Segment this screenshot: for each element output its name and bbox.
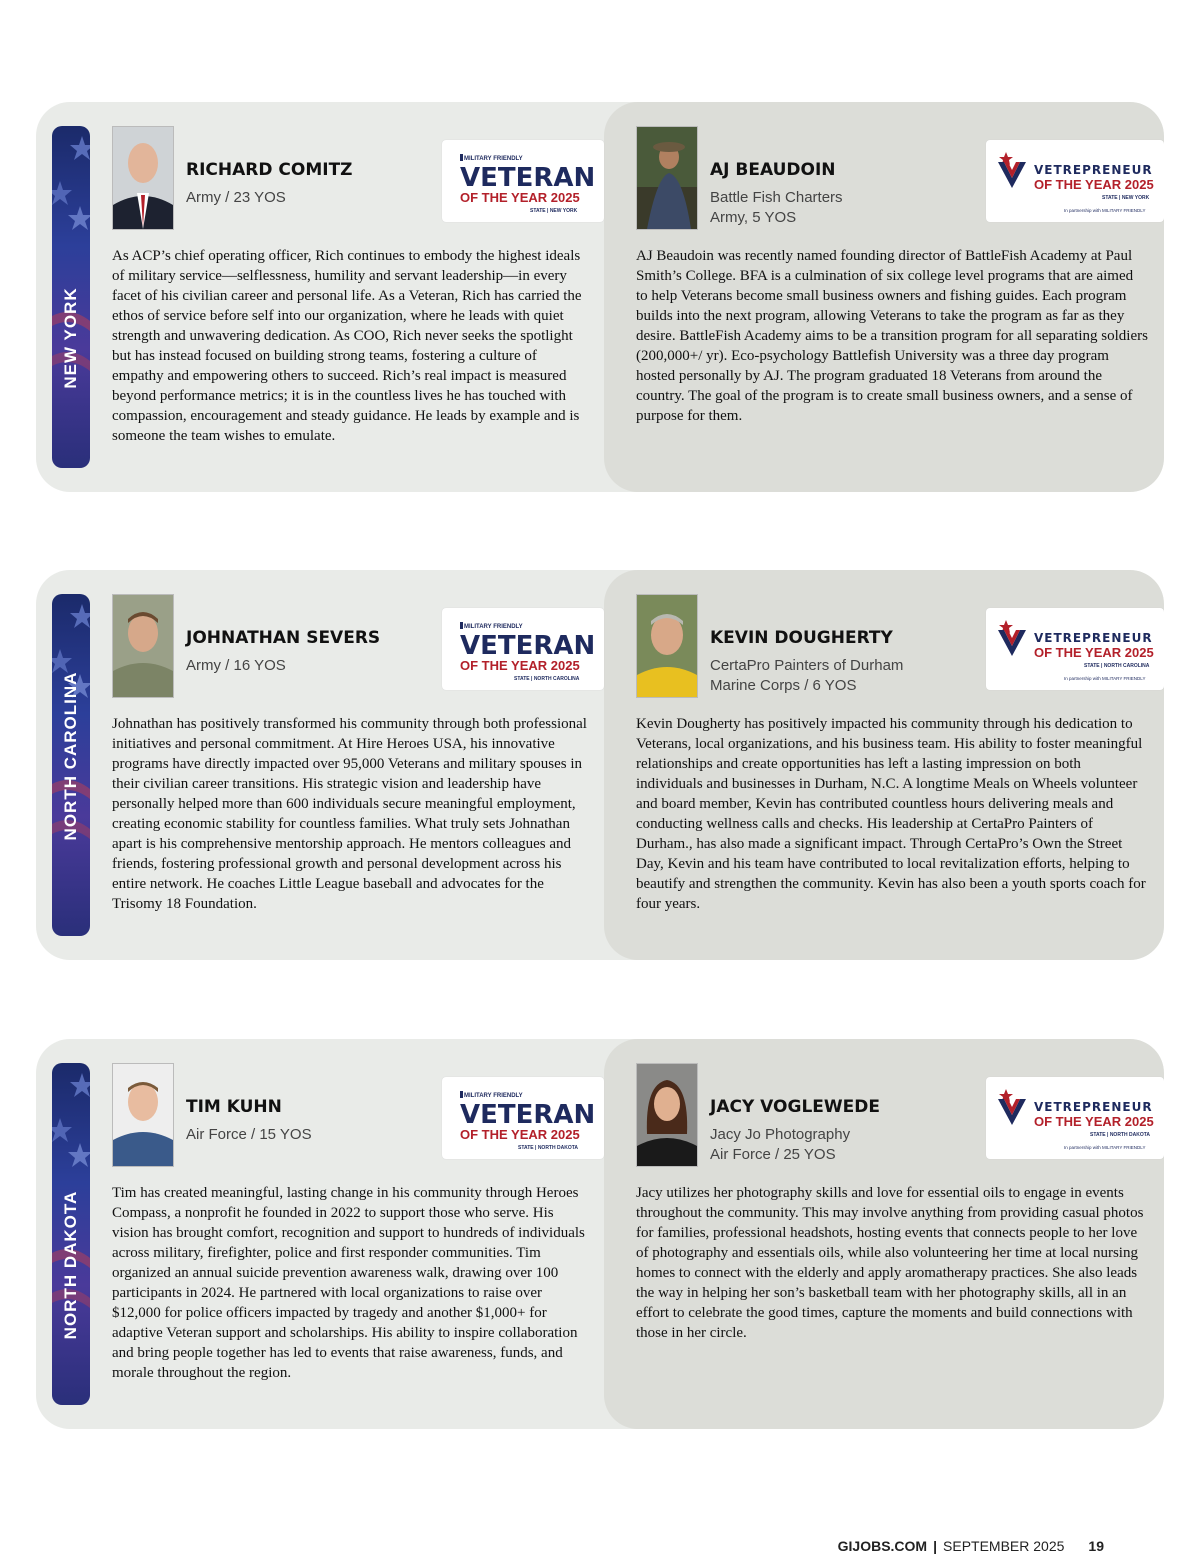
svg-text:OF THE YEAR 2025: OF THE YEAR 2025 — [460, 190, 580, 205]
svg-text:VETREPRENEUR: VETREPRENEUR — [1034, 163, 1153, 177]
honoree-meta: Battle Fish Charters Army, 5 YOS — [710, 189, 843, 226]
honoree-meta: CertaPro Painters of Durham Marine Corps / 6 YOS — [710, 657, 904, 694]
svg-text:In partnership with MILITARY: In partnership with MILITARY FRIENDLY — [1064, 676, 1146, 681]
svg-text:VETREPRENEUR: VETREPRENEUR — [1034, 631, 1153, 645]
page-number: 19 — [1088, 1538, 1104, 1554]
honoree-bio: Jacy utilizes her photography skills and love for essential oils to engage in events throughout the community. This may involve anything from providing casual photos for families, professional headshots, hosting events that connects people to her love of photography and essentials oils, while also volunteering her time at local nursing homes to connect with the elderly and apply aromatherapy practices. She also leads the way in helping her son’s basketball team with her photography skills, all in an effort to celebrate the good times, capture the moments and build connections with those in her circle. — [636, 1185, 1144, 1341]
veteran-of-the-year-badge — [442, 608, 604, 690]
honoree-name: JACY VOGLEWEDE — [710, 1097, 880, 1117]
honoree-meta: Jacy Jo Photography Air Force / 25 YOS — [710, 1126, 851, 1163]
state-section-north-dakota — [36, 1039, 1164, 1429]
vetrepreneur-of-the-year-badge — [986, 140, 1164, 222]
honoree-name: JOHNATHAN SEVERS — [186, 628, 381, 648]
svg-text:STATE | NORTH DAKOTA: STATE | NORTH DAKOTA — [518, 1145, 579, 1151]
svg-text:STATE | NORTH CAROLINA: STATE | NORTH CAROLINA — [1084, 663, 1150, 669]
svg-text:VETREPRENEUR: VETREPRENEUR — [1034, 1100, 1153, 1114]
svg-text:STATE | NORTH DAKOTA: STATE | NORTH DAKOTA — [1090, 1132, 1151, 1138]
honoree-meta: Army / 16 YOS — [186, 657, 286, 674]
vetrepreneur-card — [636, 102, 1154, 492]
svg-text:STATE | NEW YORK: STATE | NEW YORK — [1102, 195, 1150, 201]
honoree-meta: Army / 23 YOS — [186, 189, 286, 206]
veteran-of-the-year-badge — [442, 1077, 604, 1159]
honoree-bio: Johnathan has positively transformed his community through both professional initiatives and personal commitment. At Hire Heroes USA, his innovative programs have directly impacted over 95,000 Veterans and military spouses in their civilian career transitions. His strategic vision and leadership have personally helped more than 600 individuals secure meaningful employment, creating economic stability for countless families. What truly sets Johnathan apart is his comprehensive mentorship approach. He mentors colleagues and friends, fostering professional growth and personal development across his entire network. He coaches Little League baseball and advocates for the Trisomy 18 Foundation. — [112, 716, 587, 912]
portrait-photo — [112, 1063, 174, 1167]
vetrepreneur-card — [636, 570, 1154, 960]
honoree-bio: As ACP’s chief operating officer, Rich continues to embody the highest ideals of military service—selflessness, humility and servant leadership—in every facet of his civilian career and personal life. As a Veteran, Rich has carried the ethos of service before self into our organization, where he leads with quiet strength and unwavering dedication. As COO, Rich never seeks the spotlight but has instead focused on building strong teams, fostering a culture of empathy and empowering others to succeed. Rich’s real impact is measured beyond performance metrics; it is in the countless lives he has touched with compassion, encouragement and steady guidance. He leads by example and is someone the team wishes to emulate. — [112, 248, 582, 444]
svg-text:MILITARY FRIENDLY: MILITARY FRIENDLY — [464, 1093, 523, 1099]
portrait-photo — [636, 594, 698, 698]
portrait-photo — [112, 126, 174, 230]
honoree-bio: Kevin Dougherty has positively impacted his community through his dedication to Veterans, local organizations, and his business team. His ability to foster meaningful relationships and create opportunities has left a lasting impression on both individuals and businesses in Durham, N.C. A longtime Meals on Wheels volunteer and board member, Kevin has contributed countless hours delivering meals and conducting wellness calls and checks. His leadership at CertaPro Painters of Durham., has also made a significant impact. Through CertaPro’s Own the Street Day, Kevin and his team have contributed to local revitalization efforts, helping to beautify and strengthen the community. Kevin has also been a youth sports coach for four years. — [636, 716, 1146, 912]
honoree-name: KEVIN DOUGHERTY — [710, 628, 893, 648]
veteran-card — [112, 1039, 596, 1429]
svg-text:VETERAN: VETERAN — [460, 631, 596, 661]
honoree-name: RICHARD COMITZ — [186, 160, 353, 180]
vetrepreneur-card — [636, 1039, 1154, 1429]
svg-text:In partnership with MILITARY: In partnership with MILITARY FRIENDLY — [1064, 1145, 1146, 1150]
portrait-photo — [636, 1063, 698, 1167]
svg-text:OF THE YEAR 2025: OF THE YEAR 2025 — [460, 658, 580, 673]
svg-text:STATE | NEW YORK: STATE | NEW YORK — [530, 208, 578, 214]
state-section-new-york — [36, 102, 1164, 492]
vetrepreneur-of-the-year-badge — [986, 1077, 1164, 1159]
issue-date: SEPTEMBER 2025 — [943, 1538, 1065, 1554]
state-strip: NORTH DAKOTA — [52, 1063, 90, 1405]
portrait-photo — [112, 594, 174, 698]
portrait-photo — [636, 126, 698, 230]
svg-text:VETERAN: VETERAN — [460, 163, 596, 193]
svg-text:STATE | NORTH CAROLINA: STATE | NORTH CAROLINA — [514, 676, 580, 682]
honoree-meta: Air Force / 15 YOS — [186, 1126, 312, 1143]
svg-text:VETERAN: VETERAN — [460, 1100, 596, 1130]
state-section-north-carolina — [36, 570, 1164, 960]
vetrepreneur-of-the-year-badge — [986, 608, 1164, 690]
footer-separator: | — [933, 1538, 938, 1554]
svg-text:MILITARY FRIENDLY: MILITARY FRIENDLY — [464, 156, 523, 162]
state-strip: NORTH CAROLINA — [52, 594, 90, 936]
svg-text:MILITARY FRIENDLY: MILITARY FRIENDLY — [464, 624, 523, 630]
svg-text:In partnership with MILITARY: In partnership with MILITARY FRIENDLY — [1064, 208, 1146, 213]
svg-text:OF THE YEAR 2025: OF THE YEAR 2025 — [460, 1127, 580, 1142]
veteran-card — [112, 570, 596, 960]
honoree-bio: AJ Beaudoin was recently named founding director of BattleFish Academy at Paul Smith’s College. BFA is a culmination of six college level programs that are aimed to help Veterans become small business owners and fishing guides. Each program builds into the next program, allowing Veterans to take the program as far as they desire. BattleFish Academy aims to be a transition program for all separating soldiers (200,000+/ yr). Eco-psychology Battlefish University was a three day program hosted personally by AJ. The program graduated 18 Veterans from around the country. The goal of the program is to create small business owners, and a sense of purpose for them. — [636, 248, 1148, 424]
svg-text:OF THE YEAR 2025: OF THE YEAR 2025 — [1034, 177, 1154, 192]
svg-text:OF THE YEAR 2025: OF THE YEAR 2025 — [1034, 645, 1154, 660]
veteran-card — [112, 102, 596, 492]
honoree-name: AJ BEAUDOIN — [710, 160, 836, 180]
veteran-of-the-year-badge — [442, 140, 604, 222]
honoree-bio: Tim has created meaningful, lasting change in his community through Heroes Compass, a nonprofit he founded in 2022 to support those who serve. His vision has brought comfort, recognition and support to hundreds of individuals across military, firefighter, police and first responder communities. Tim organized an annual suicide prevention awareness walk, drawing over 100 participants in 2024. He partnered with local organizations to raise over $12,000 for police officers impacted by tragedy and another $1,000+ for adaptive Veteran support and scholarships. His ability to inspire collaboration and bring people together has led to events that raise awareness, funds, and morale throughout the region. — [112, 1185, 585, 1381]
page-footer — [0, 1538, 1104, 1554]
honoree-name: TIM KUHN — [186, 1097, 282, 1117]
site-name: GIJOBS.COM — [837, 1538, 928, 1554]
state-strip: NEW YORK — [52, 126, 90, 468]
svg-text:OF THE YEAR 2025: OF THE YEAR 2025 — [1034, 1114, 1154, 1129]
